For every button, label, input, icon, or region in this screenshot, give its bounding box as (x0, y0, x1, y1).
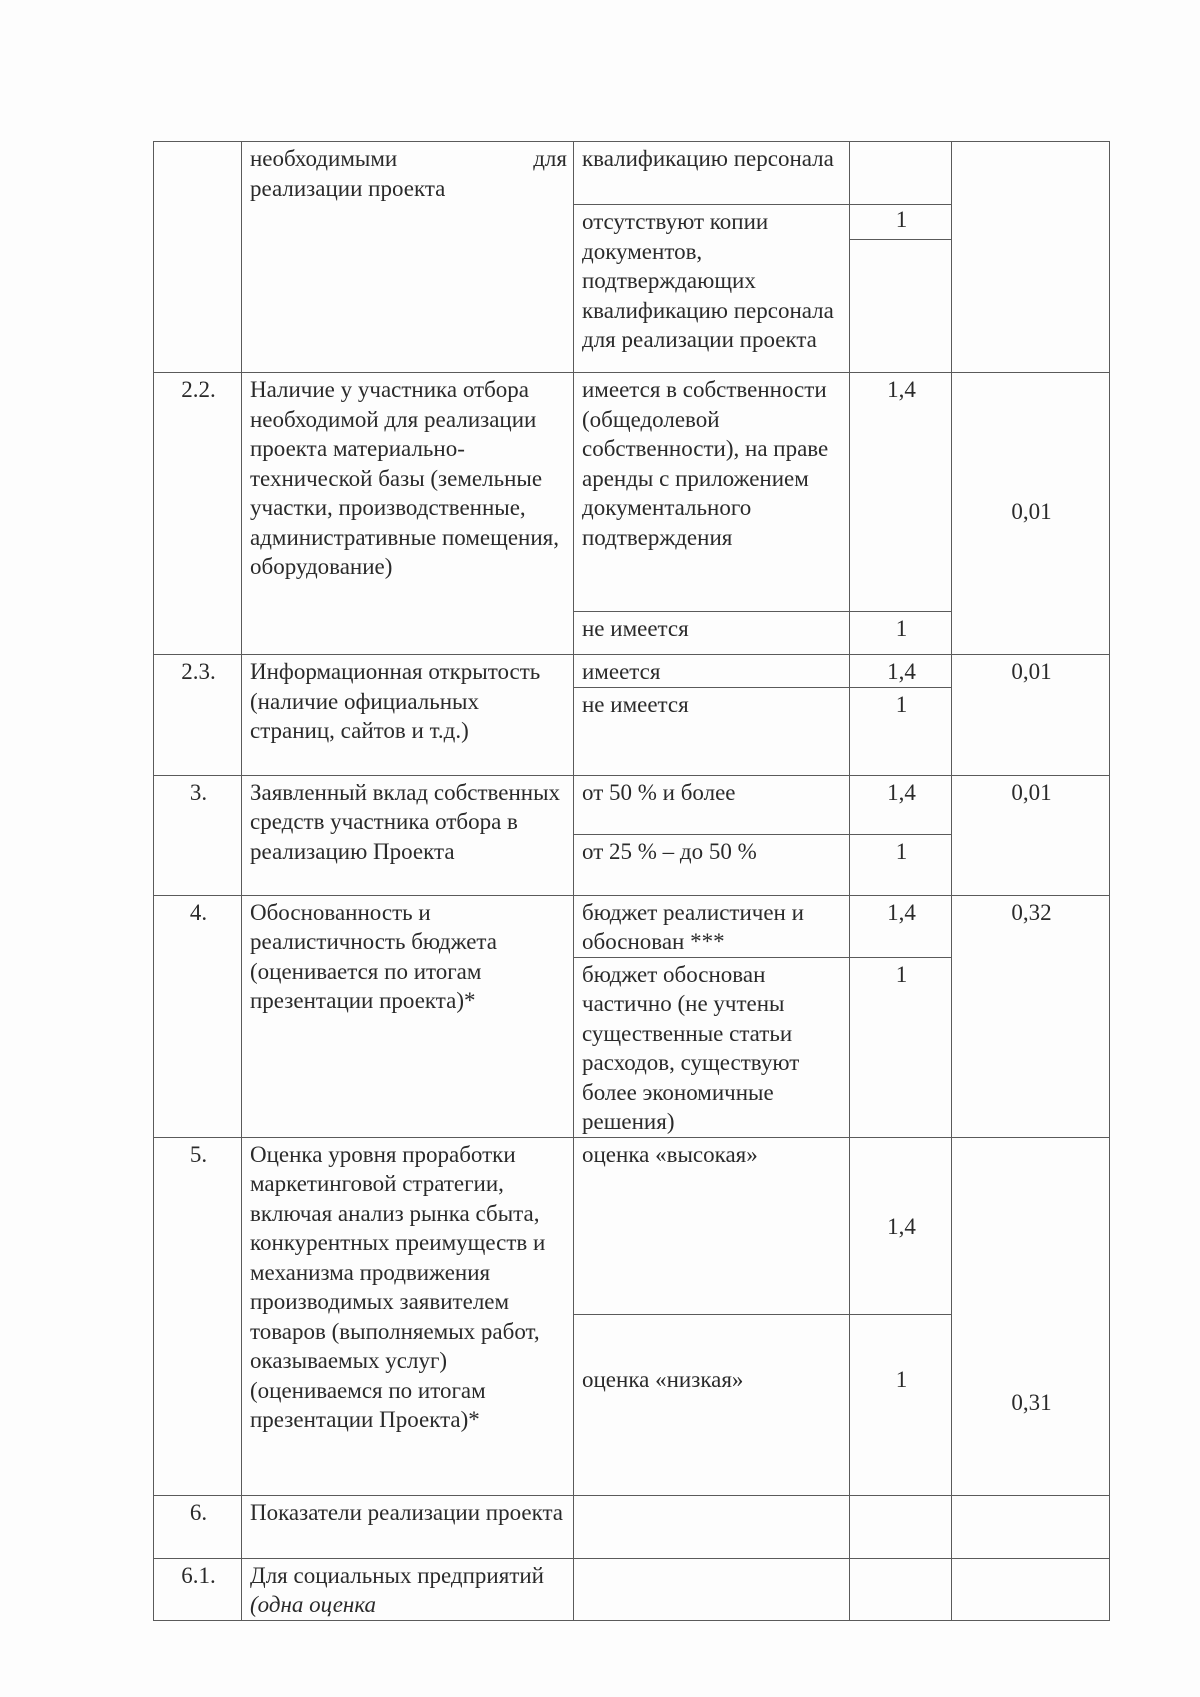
option-cell (574, 834, 850, 895)
criterion-text: для (533, 146, 567, 171)
option-text: имеется (582, 659, 661, 684)
table-row (154, 655, 1110, 688)
option-text: от 50 % и более (582, 779, 736, 805)
option-text: оценка «высокая» (582, 1141, 758, 1167)
row-number (154, 1495, 242, 1558)
row-number-text: 6. (189, 1499, 208, 1525)
option-text: имеется в собственности (общедолевой собственности), на праве аренды с приложением документального подтверждения (582, 377, 829, 550)
points-cell (850, 655, 952, 688)
points-value: 1,4 (887, 779, 916, 805)
row-number (154, 1137, 242, 1495)
weight-value: 0,31 (1011, 1389, 1052, 1415)
criterion-cell (242, 895, 574, 1137)
option-cell (574, 1137, 850, 1314)
option-cell (574, 142, 850, 205)
table-row (154, 142, 1110, 205)
points-cell (850, 775, 952, 834)
option-text: не имеется (582, 691, 689, 717)
points-cell (850, 1314, 952, 1495)
criterion-text: реализации проекта (250, 175, 446, 201)
table-row (154, 1495, 1110, 1558)
weight-cell (952, 1137, 1110, 1495)
criterion-text: Заявленный вклад собственных средств участника отбора в реализацию Проекта (250, 779, 561, 864)
criterion-cell (242, 373, 574, 655)
criterion-cell (242, 1558, 574, 1620)
option-cell (574, 655, 850, 688)
criterion-text: Наличие у участника отбора необходимой для реализации проекта материально-технической базы (земельные участки, производственные, административные помещения, оборудование) (250, 377, 559, 579)
points-cell (850, 895, 952, 957)
table-row (154, 1137, 1110, 1314)
criterion-text: Информационная открытость (наличие официальных страниц, сайтов и т.д.) (250, 659, 541, 743)
points-cell (850, 1495, 952, 1558)
weight-cell (952, 1495, 1110, 1558)
row-number (154, 655, 242, 776)
table-row (154, 373, 1110, 612)
option-text: не имеется (582, 616, 689, 641)
weight-cell (952, 895, 1110, 1137)
weight-value: 0,01 (1011, 659, 1052, 684)
weight-cell (952, 1558, 1110, 1620)
criterion-text: Для социальных предприятий (250, 1562, 544, 1588)
points-value: 1 (895, 961, 908, 987)
points-cell (850, 834, 952, 895)
row-number-text: 2.3. (181, 659, 216, 684)
option-cell (574, 612, 850, 655)
criterion-cell (242, 142, 574, 373)
row-number-text: 5. (189, 1141, 208, 1167)
criterion-text: необходимыми (250, 146, 398, 171)
criterion-cell (242, 1137, 574, 1495)
criterion-text: Обоснованность и реалистичность бюджета (оценивается по итогам презентации проекта)* (250, 899, 497, 1013)
criteria-table (153, 141, 1110, 1621)
points-value: 1 (895, 1366, 908, 1392)
weight-value: 0,01 (1011, 779, 1052, 805)
points-cell (850, 957, 952, 1137)
option-text: квалификацию персонала (582, 146, 834, 171)
table-row (154, 1558, 1110, 1620)
weight-value: 0,32 (1011, 899, 1052, 925)
criterion-cell (242, 1495, 574, 1558)
option-text: бюджет обоснован частично (не учтены существенные статьи расходов, существуют более экономичные решения) (582, 961, 800, 1134)
points-value: 1 (895, 207, 908, 232)
option-cell (574, 775, 850, 834)
option-cell (574, 687, 850, 775)
table-row (154, 895, 1110, 957)
row-number (154, 142, 242, 373)
option-text: отсутствуют копии документов, подтверждающих квалификацию персонала для реализации проекта (582, 209, 834, 352)
points-cell (850, 1137, 952, 1314)
row-number-text: 2.2. (181, 377, 216, 402)
option-cell (574, 205, 850, 373)
row-number (154, 373, 242, 655)
points-cell (850, 240, 952, 373)
row-number (154, 775, 242, 895)
option-text: от 25 % – до 50 % (582, 838, 757, 864)
weight-value: 0,01 (1011, 499, 1052, 524)
weight-cell (952, 142, 1110, 373)
points-cell (850, 142, 952, 205)
points-value: 1,4 (887, 899, 916, 925)
criterion-cell (242, 775, 574, 895)
points-cell (850, 612, 952, 655)
points-value: 1 (895, 616, 908, 641)
weight-cell (952, 775, 1110, 895)
option-text: оценка «низкая» (582, 1366, 744, 1392)
weight-cell (952, 655, 1110, 776)
table-row (154, 775, 1110, 834)
option-text: бюджет реалистичен и обоснован *** (582, 899, 804, 954)
criterion-cell (242, 655, 574, 776)
points-value: 1,4 (887, 377, 916, 402)
points-value: 1,4 (887, 1213, 916, 1239)
row-number (154, 895, 242, 1137)
points-cell (850, 205, 952, 240)
points-value: 1 (895, 838, 908, 864)
points-value: 1,4 (887, 659, 916, 684)
option-cell (574, 1314, 850, 1495)
row-number-text: 3. (189, 779, 208, 805)
option-cell (574, 957, 850, 1137)
criterion-note: (одна оценка (250, 1592, 377, 1617)
row-number (154, 1558, 242, 1620)
weight-cell (952, 373, 1110, 655)
option-cell (574, 895, 850, 957)
row-number-text: 6.1. (181, 1562, 216, 1588)
points-value: 1 (895, 691, 908, 717)
option-cell (574, 1558, 850, 1620)
row-number-text: 4. (189, 899, 208, 925)
points-cell (850, 373, 952, 612)
option-cell (574, 373, 850, 612)
option-cell (574, 1495, 850, 1558)
points-cell (850, 687, 952, 775)
criterion-text: Показатели реализации проекта (250, 1499, 564, 1525)
criterion-text: Оценка уровня проработки маркетинговой стратегии, включая анализ рынка сбыта, конкурентных преимуществ и механизма продвижения производимых заявителем товаров (выполняемых работ, оказываемых услуг) (оцениваемся по итогам презентации Проекта)* (250, 1141, 546, 1432)
points-cell (850, 1558, 952, 1620)
